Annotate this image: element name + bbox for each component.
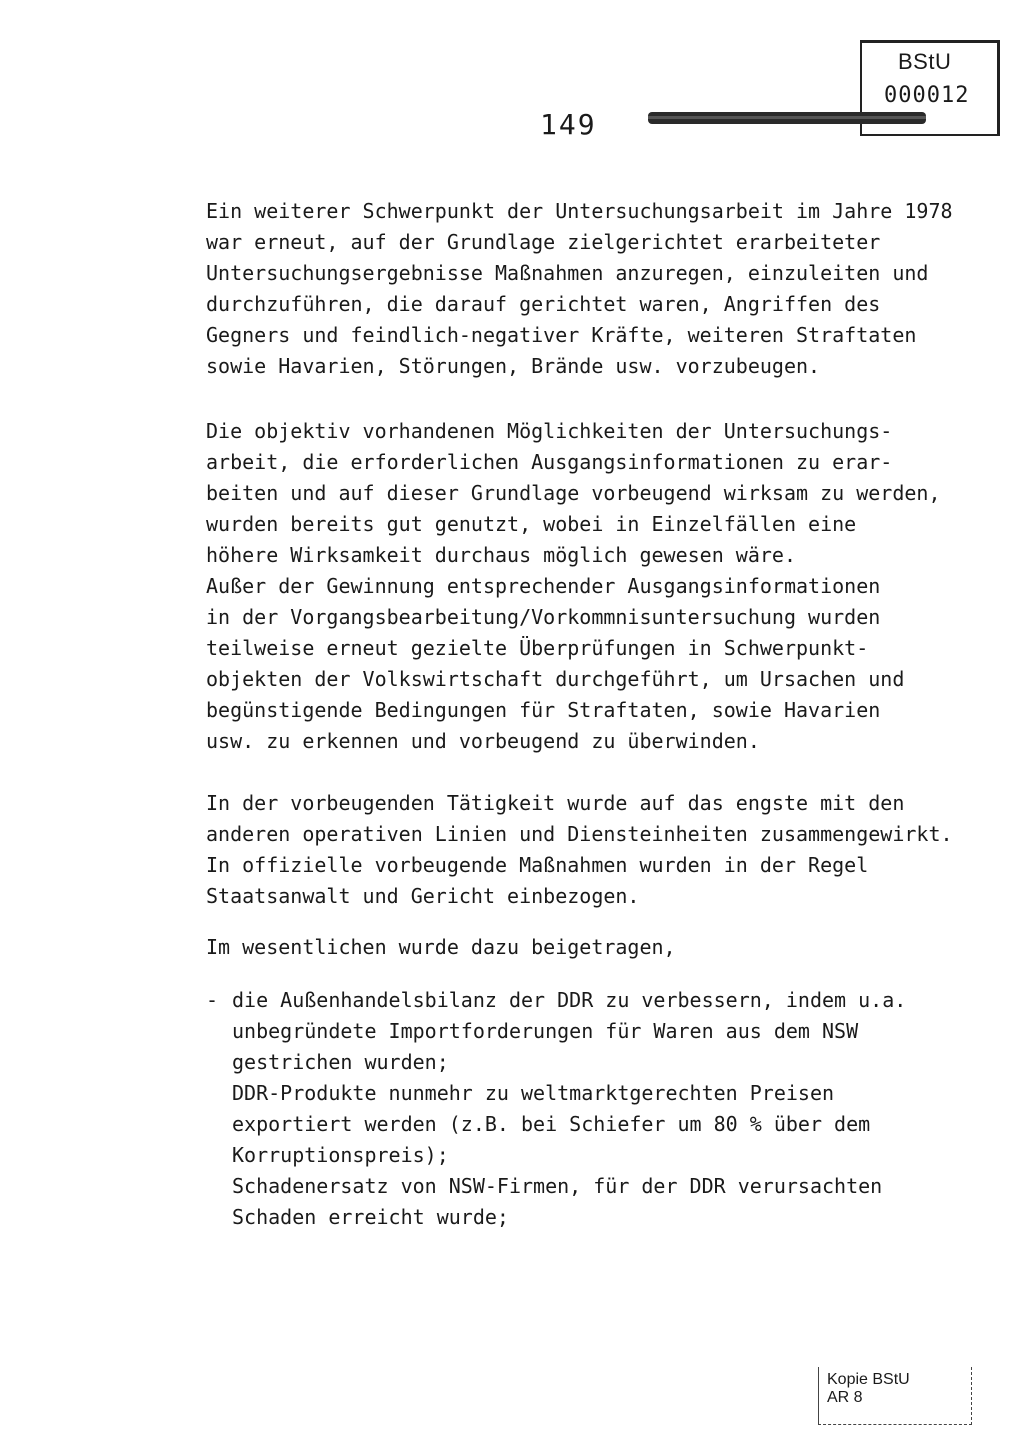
paragraph-3: In der vorbeugenden Tätigkeit wurde auf das engste mit den anderen operativen Linien und Diensteinheiten zusammengewirkt. In offizielle vorbeugende Maßnahmen wurden in der Regel Staatsanwalt und Gericht einbezogen. [206, 791, 953, 908]
copy-stamp-line-1: Kopie BStU [827, 1371, 910, 1388]
bullet-marker: - [206, 988, 219, 1012]
paragraph-4: Im wesentlichen wurde dazu beigetragen, [206, 935, 676, 959]
page-number: 149 [540, 108, 597, 141]
stamp-number: 000012 [884, 83, 970, 108]
copy-stamp-line-2: AR 8 [827, 1389, 863, 1406]
paragraph-2: Die objektiv vorhandenen Möglichkeiten der Untersuchungs- arbeit, die erforderlichen Ausgangsinformationen zu erar- beiten und auf dieser Grundlage vorbeugend wirksam zu werden, wurden bereits gut genutzt, wobei in Einzelfällen eine höhere Wirksamkeit durchaus möglich gewesen wäre. Außer der Gewinnung entsprechender Ausgangsinformationen in der Vorgangsbearbeitung/Vorkommnisuntersuchung wurden teilweise erneut gezielte Überprüfungen in Schwerpunkt- objekten der Volkswirtschaft durchgeführt, um Ursachen und begünstigende Bedingungen für Straftaten, sowie Havarien usw. zu erkennen und vorbeugend zu überwinden. [206, 419, 941, 753]
copy-stamp [818, 1367, 972, 1425]
stamp-label: BStU [898, 49, 952, 74]
redaction-bar [648, 112, 926, 124]
bullet-item: die Außenhandelsbilanz der DDR zu verbessern, indem u.a. unbegründete Importforderungen für Waren aus dem NSW gestrichen wurden; DDR-Produkte nunmehr zu weltmarktgerechten Preisen exportiert werden (z.B. bei Schiefer um 80 % über dem Korruptionspreis); Schadenersatz von NSW-Firmen, für der DDR verursachten Schaden erreicht wurde; [232, 988, 907, 1229]
paragraph-1: Ein weiterer Schwerpunkt der Untersuchungsarbeit im Jahre 1978 war erneut, auf der Grundlage zielgerichtet erarbeiteter Untersuchungsergebnisse Maßnahmen anzuregen, einzuleiten und durchzuführen, die darauf gerichtet waren, Angriffen des Gegners und feindlich-negativer Kräfte, weiteren Straftaten sowie Havarien, Störungen, Brände usw. vorzubeugen. [206, 199, 953, 378]
